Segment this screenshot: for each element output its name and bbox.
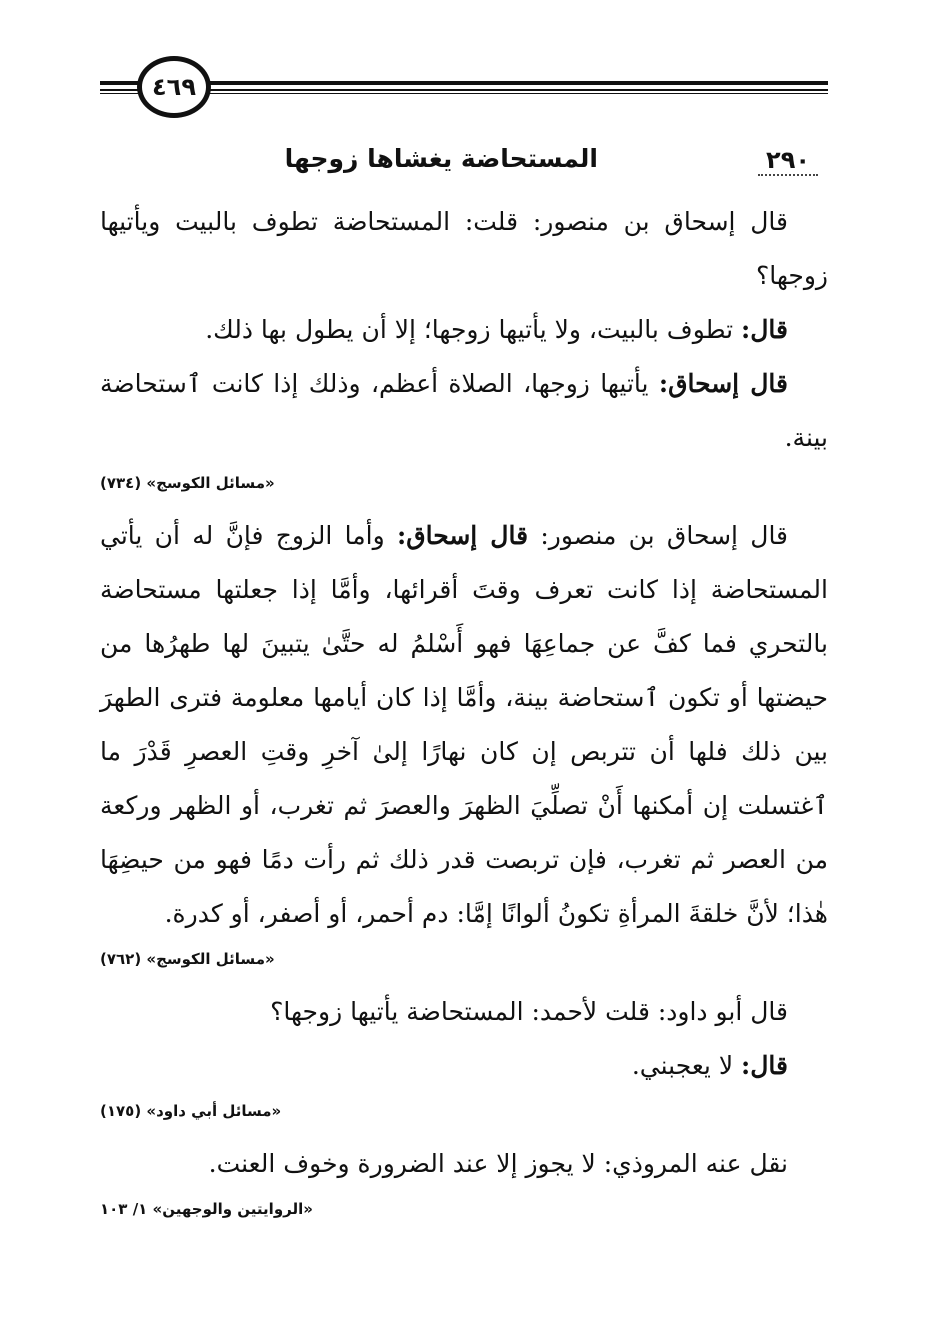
indented-block <box>100 1137 828 1191</box>
paragraph: نقل عنه المروذي: لا يجوز إلا عند الضرورة وخوف العنت. <box>208 1149 788 1178</box>
paragraph-text: يأتيها زوجها، الصلاة أعظم، وذلك إذا كانت ٱستحاضة بينة. <box>100 369 828 452</box>
paragraph-text: لا يعجبني. <box>631 1051 742 1080</box>
section-number: ٢٩٠ <box>758 146 818 176</box>
paragraph <box>100 303 828 357</box>
page-number-badge <box>137 56 211 118</box>
speaker-label: قال إسحاق: <box>658 369 788 398</box>
speaker-label: قال إسحاق: <box>396 521 529 550</box>
paragraph <box>100 357 828 465</box>
speaker-label: قال: <box>741 1051 788 1080</box>
paragraph: قال أبو داود: قلت لأحمد: المستحاضة يأتيها زوجها؟ <box>270 997 788 1026</box>
paragraph: قال إسحاق بن منصور: قلت: المستحاضة تطوف بالبيت ويأتيها زوجها؟ <box>100 207 828 290</box>
paragraph-text: قال إسحاق بن منصور: <box>528 521 789 550</box>
source-citation: «مسائل أبي داود» (١٧٥) <box>100 1102 282 1120</box>
indented-block <box>100 985 828 1093</box>
source-citation: «الروايتين والوجهين» ١/ ١٠٣ <box>100 1200 313 1218</box>
page-header <box>100 50 828 126</box>
section-heading <box>100 140 828 184</box>
page-number: ٤٦٩ <box>152 73 196 101</box>
paragraph <box>100 1039 788 1093</box>
page-content <box>100 195 828 1235</box>
speaker-label: قال: <box>741 315 788 344</box>
paragraph <box>100 509 828 941</box>
source-citation: «مسائل الكوسج» (٧٦٢) <box>100 950 275 968</box>
source-citation: «مسائل الكوسج» (٧٣٤) <box>100 474 275 492</box>
section-title: المستحاضة يغشاها زوجها <box>284 144 598 173</box>
paragraph-text: تطوف بالبيت، ولا يأتيها زوجها؛ إلا أن يطول بها ذلك. <box>205 315 742 344</box>
paragraph-text: وأما الزوج فإنَّ له أن يأتي المستحاضة إذا كانت تعرف وقتَ أقرائها، وأمَّا إذا جعلتها مستحاضة بالتحري فما كفَّ عن جماعِهَا فهو أَسْلمُ له حتَّىٰ يتبينَ لها طهرُها من حيضتها أو تكون ٱستحاضة بينة، وأمَّا إذا كان أيامها معلومة فترى الطهرَ بين ذلك فلها أن تتربص إن كان نهارًا إلىٰ آخرِ وقتِ العصرِ قَدْرَ ما ٱغتسلت إن أمكنها أَنْ تصلِّيَ الظهرَ والعصرَ ثم تغرب، أو الظهر وركعة من العصر ثم تغرب، فإن تربصت قدر ذلك ثم رأت دمًا فهو من حيضِهَا هٰذا؛ لأنَّ خلقةَ المرأةِ تكونُ ألوانًا إمَّا: دم أحمر، أو أصفر، أو كدرة. <box>100 521 828 928</box>
